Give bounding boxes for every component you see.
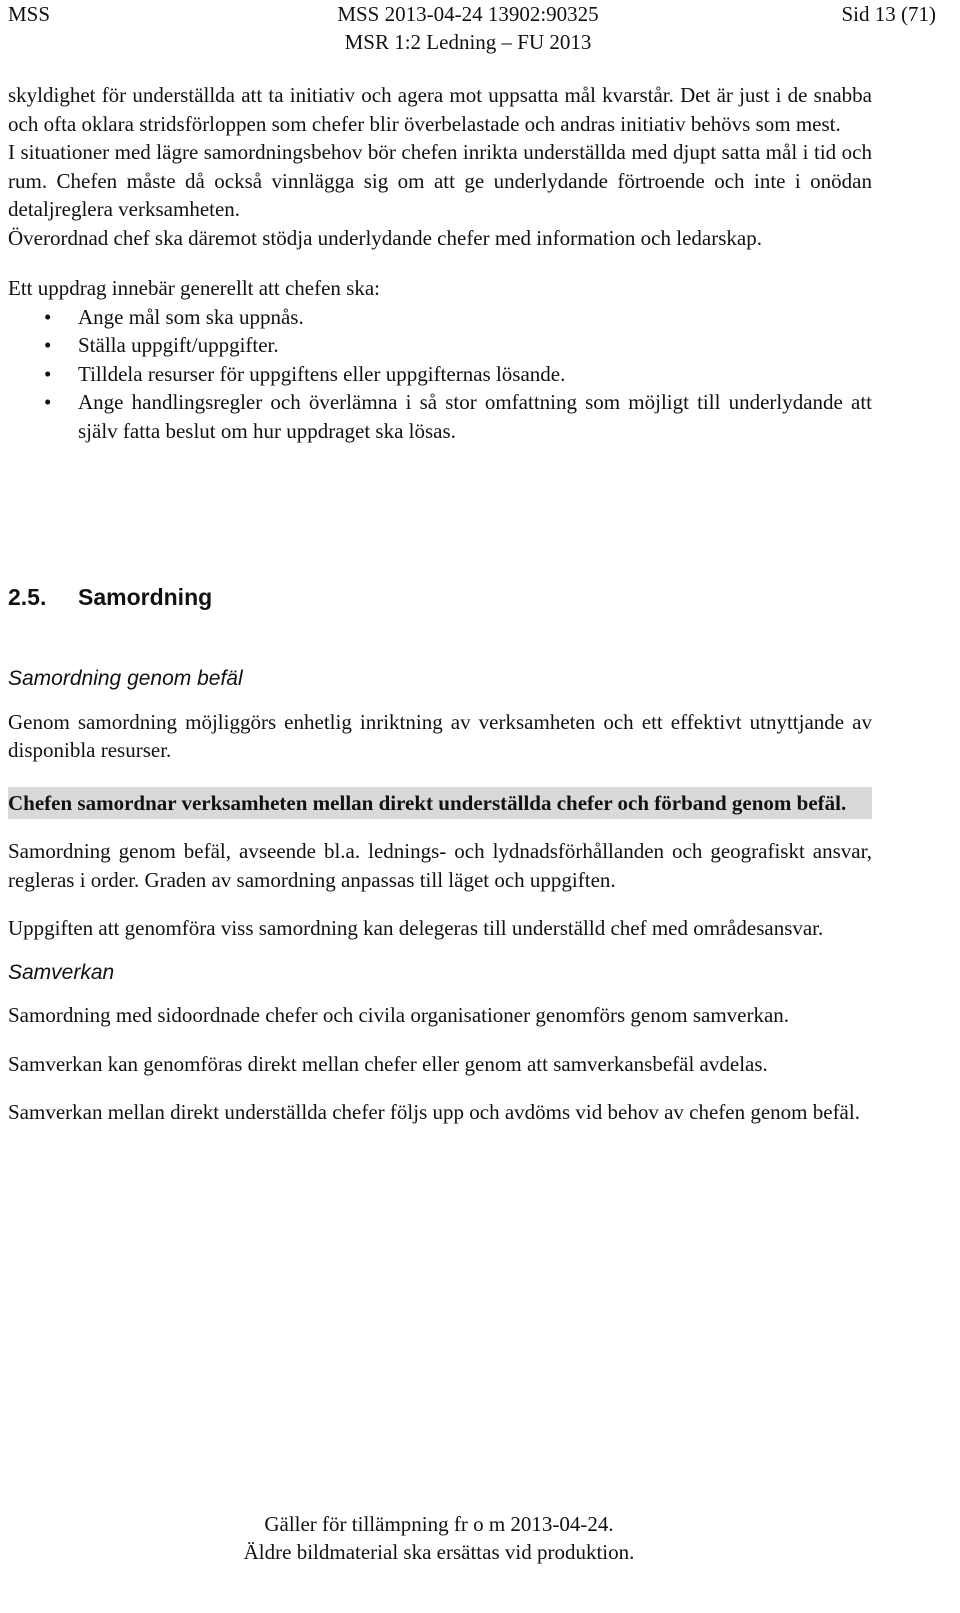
page-header	[0, 0, 960, 56]
section-heading	[8, 584, 212, 611]
list-item	[8, 360, 872, 389]
spacer	[8, 252, 872, 274]
bullet-icon: •	[44, 333, 52, 357]
samverkan-paragraph-1: Samordning med sidoordnade chefer och civila organisationer genomförs genom samverkan.	[8, 1003, 790, 1027]
bullet-icon: •	[44, 304, 52, 329]
list-item-text: Ange mål som ska uppnås.	[78, 304, 304, 329]
list-item-text: Ange handlingsregler och överlämna i så stor omfattning som möjligt till underlydande att själv fatta beslut om hur uppdraget ska lösas.	[78, 390, 872, 443]
assignment-lead: Ett uppdrag innebär generellt att chefen ska:	[8, 276, 381, 300]
header-page-number: Sid 13 (71)	[841, 2, 936, 26]
section-number: 2.5.	[8, 584, 47, 610]
intro-paragraph-2: I situationer med lägre samordningsbehov bör chefen inrikta underställda med djupt satta mål i tid och rum. Chefen måste då också vinnlägga sig om att ge underlydande förtroende och inte i onödan detaljreglera verksamheten.	[8, 140, 872, 221]
samverkan-paragraph-3: Samverkan mellan direkt underställda chefer följs upp och avdöms vid behov av chefen genom befäl.	[8, 1100, 860, 1124]
list-item-text: Tilldela resurser för uppgiftens eller uppgifternas lösande.	[78, 361, 566, 386]
subheading-samverkan: Samverkan	[8, 960, 115, 984]
footer-validity: Gäller för tillämpning fr o m 2013-04-24.	[264, 1512, 614, 1536]
samverkan-paragraph-2: Samverkan kan genomföras direkt mellan chefer eller genom att samverkansbefäl avdelas.	[8, 1051, 768, 1076]
intro-paragraph-3: Överordnad chef ska däremot stödja underlydande chefer med information och ledarskap.	[8, 225, 762, 250]
page-footer	[0, 1510, 878, 1566]
header-center	[0, 0, 936, 56]
befal-paragraph-2: Samordning genom befäl, avseende bl.a. lednings- och lydnadsförhållanden och geografiskt ansvar, regleras i order. Graden av samordning anpassas till läget och uppgiften.	[8, 839, 872, 892]
subheading-befal: Samordning genom befäl	[8, 667, 243, 690]
list-item	[8, 303, 872, 332]
list-item-text: Ställa uppgift/uppgifter.	[78, 333, 279, 357]
footer-note: Äldre bildmaterial ska ersättas vid produktion.	[243, 1540, 635, 1564]
page-body	[8, 81, 872, 445]
bullet-icon: •	[44, 361, 52, 386]
header-doc-id: MSS 2013-04-24 13902:90325	[337, 2, 599, 26]
bullet-icon: •	[44, 390, 52, 414]
section-title: Samordning	[78, 584, 213, 610]
highlighted-rule: Chefen samordnar verksamheten mellan direkt underställda chefer och förband genom befäl.	[8, 787, 872, 820]
header-left: MSS	[8, 2, 51, 26]
befal-paragraph-1: Genom samordning möjliggörs enhetlig inriktning av verksamheten och ett effektivt utnyttjande av disponibla resurser.	[8, 709, 872, 762]
intro-paragraph-1: skyldighet för underställda att ta initiativ och agera mot uppsatta mål kvarstår. Det är just i de snabba och ofta oklara stridsförloppen som chefer blir överbelastade och andras initiativ behövs som mest.	[8, 83, 872, 136]
assignment-list	[8, 303, 872, 446]
list-item	[8, 331, 872, 360]
befal-paragraph-3: Uppgiften att genomföra viss samordning kan delegeras till underställd chef med områdesansvar.	[8, 916, 824, 940]
list-item	[8, 388, 872, 445]
section-body	[8, 665, 872, 1127]
header-doc-title: MSR 1:2 Ledning – FU 2013	[344, 30, 592, 54]
